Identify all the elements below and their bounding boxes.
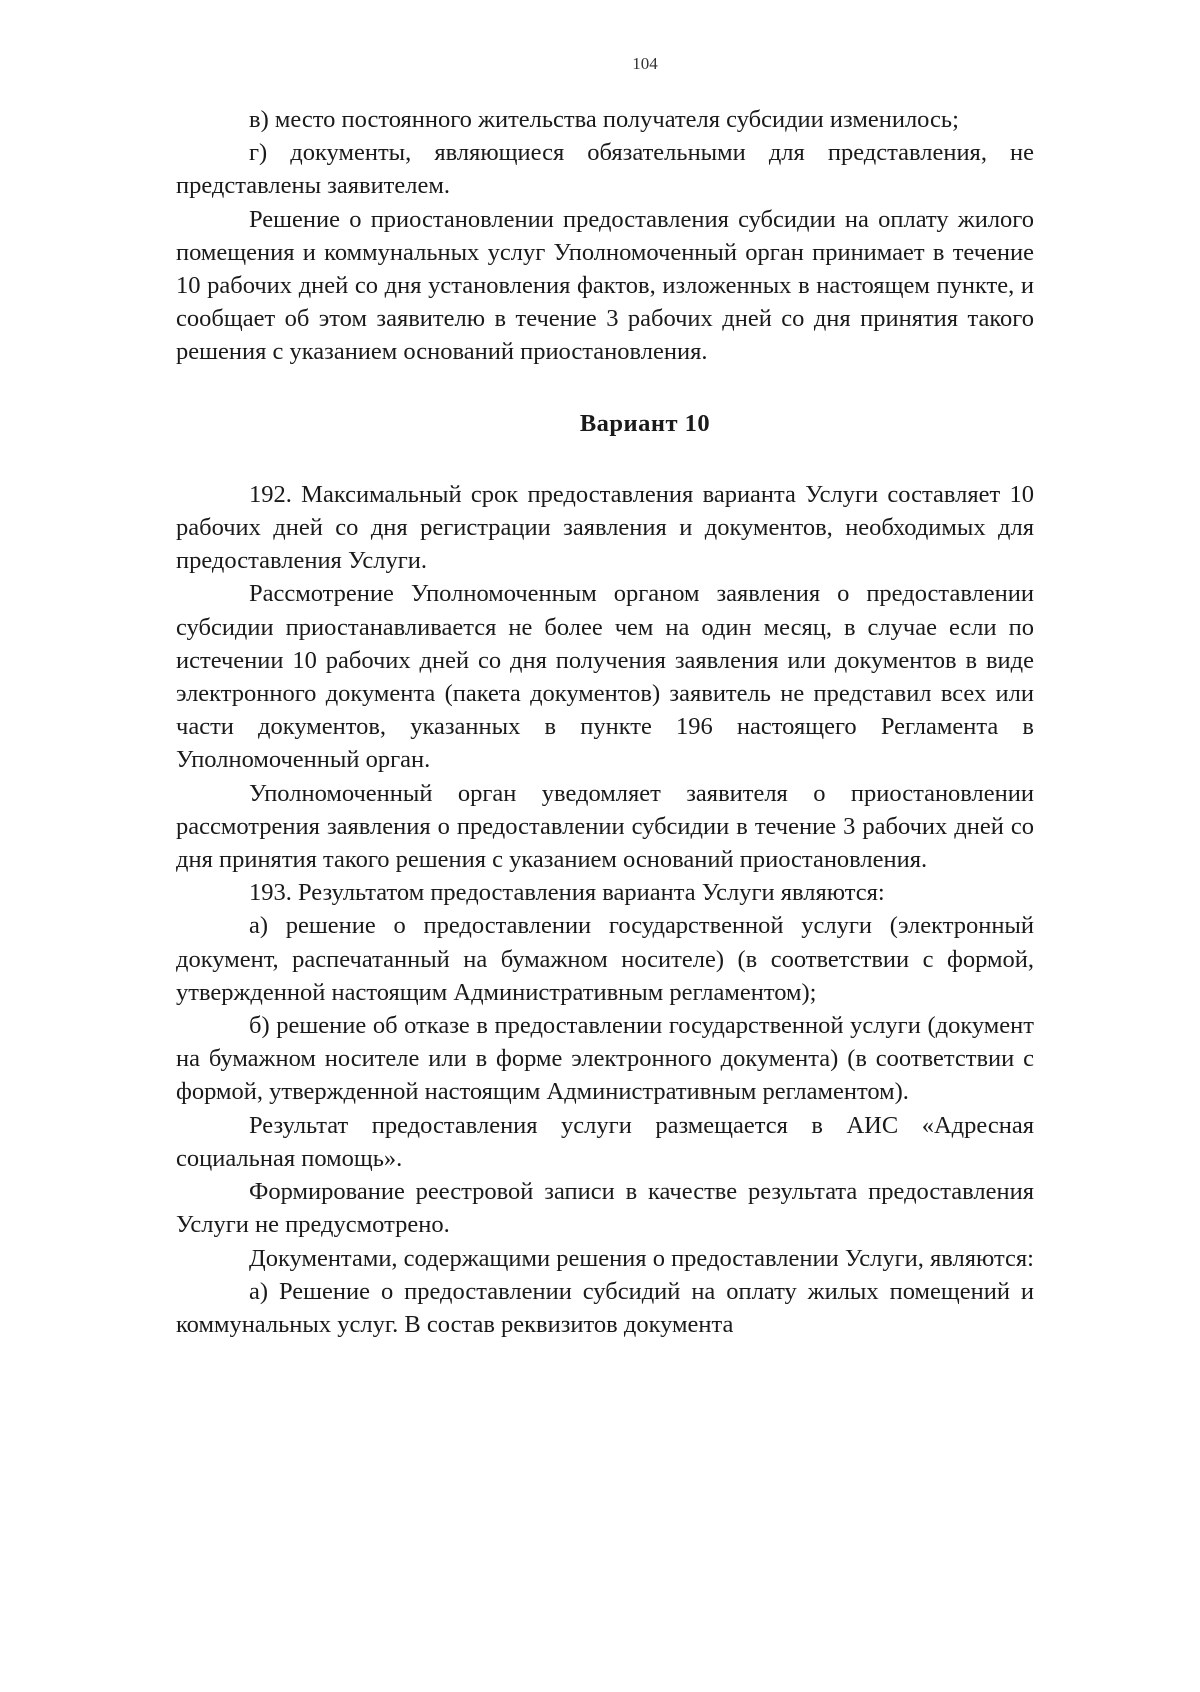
document-body bbox=[176, 103, 1034, 1341]
paragraph: а) решение о предоставлении государственной услуги (электронный документ, распечатанный на бумажном носителе) (в соответствии с формой, утвержденной настоящим Административным регламентом); bbox=[176, 912, 1034, 1006]
paragraph: г) документы, являющиеся обязательными для представления, не представлены заявителем. bbox=[176, 139, 1034, 200]
paragraph: б) решение об отказе в предоставлении государственной услуги (документ на бумажном носителе или в форме электронного документа) (в соответствии с формой, утвержденной настоящим Административным регламентом). bbox=[176, 1012, 1034, 1106]
paragraph: Рассмотрение Уполномоченным органом заявления о предоставлении субсидии приостанавливается не более чем на один месяц, в случае если по истечении 10 рабочих дней со дня получения заявления или документов в виде электронного документа (пакета документов) заявитель не представил всех или части документов, указанных в пункте 196 настоящего Регламента в Уполномоченный орган. bbox=[176, 580, 1034, 774]
paragraph: Уполномоченный орган уведомляет заявителя о приостановлении рассмотрения заявления о предоставлении субсидии в течение 3 рабочих дней со дня принятия такого решения с указанием оснований приостановления. bbox=[176, 779, 1034, 874]
paragraph: Документами, содержащими решения о предоставлении Услуги, являются: bbox=[249, 1244, 1034, 1272]
paragraph: Формирование реестровой записи в качестве результата предоставления Услуги не предусмотрено. bbox=[176, 1178, 1034, 1239]
paragraph: 192. Максимальный срок предоставления варианта Услуги составляет 10 рабочих дней со дня регистрации заявления и документов, необходимых для предоставления Услуги. bbox=[176, 480, 1034, 575]
page-number: 104 bbox=[632, 54, 658, 73]
paragraph: в) место постоянного жительства получателя субсидии изменилось; bbox=[249, 106, 959, 133]
section-title: Вариант 10 bbox=[579, 409, 711, 437]
paragraph: 193. Результатом предоставления варианта Услуги являются: bbox=[249, 879, 885, 907]
paragraph: Результат предоставления услуги размещается в АИС «Адресная социальная помощь». bbox=[176, 1111, 1034, 1172]
paragraph: а) Решение о предоставлении субсидий на оплату жилых помещений и коммунальных услуг. В состав реквизитов документа bbox=[176, 1277, 1034, 1338]
paragraph: Решение о приостановлении предоставления субсидии на оплату жилого помещения и коммунальных услуг Уполномоченный орган принимает в течение 10 рабочих дней со дня установления фактов, изложенных в настоящем пункте, и сообщает об этом заявителю в течение 3 рабочих дней со дня принятия такого решения с указанием оснований приостановления. bbox=[176, 205, 1034, 366]
